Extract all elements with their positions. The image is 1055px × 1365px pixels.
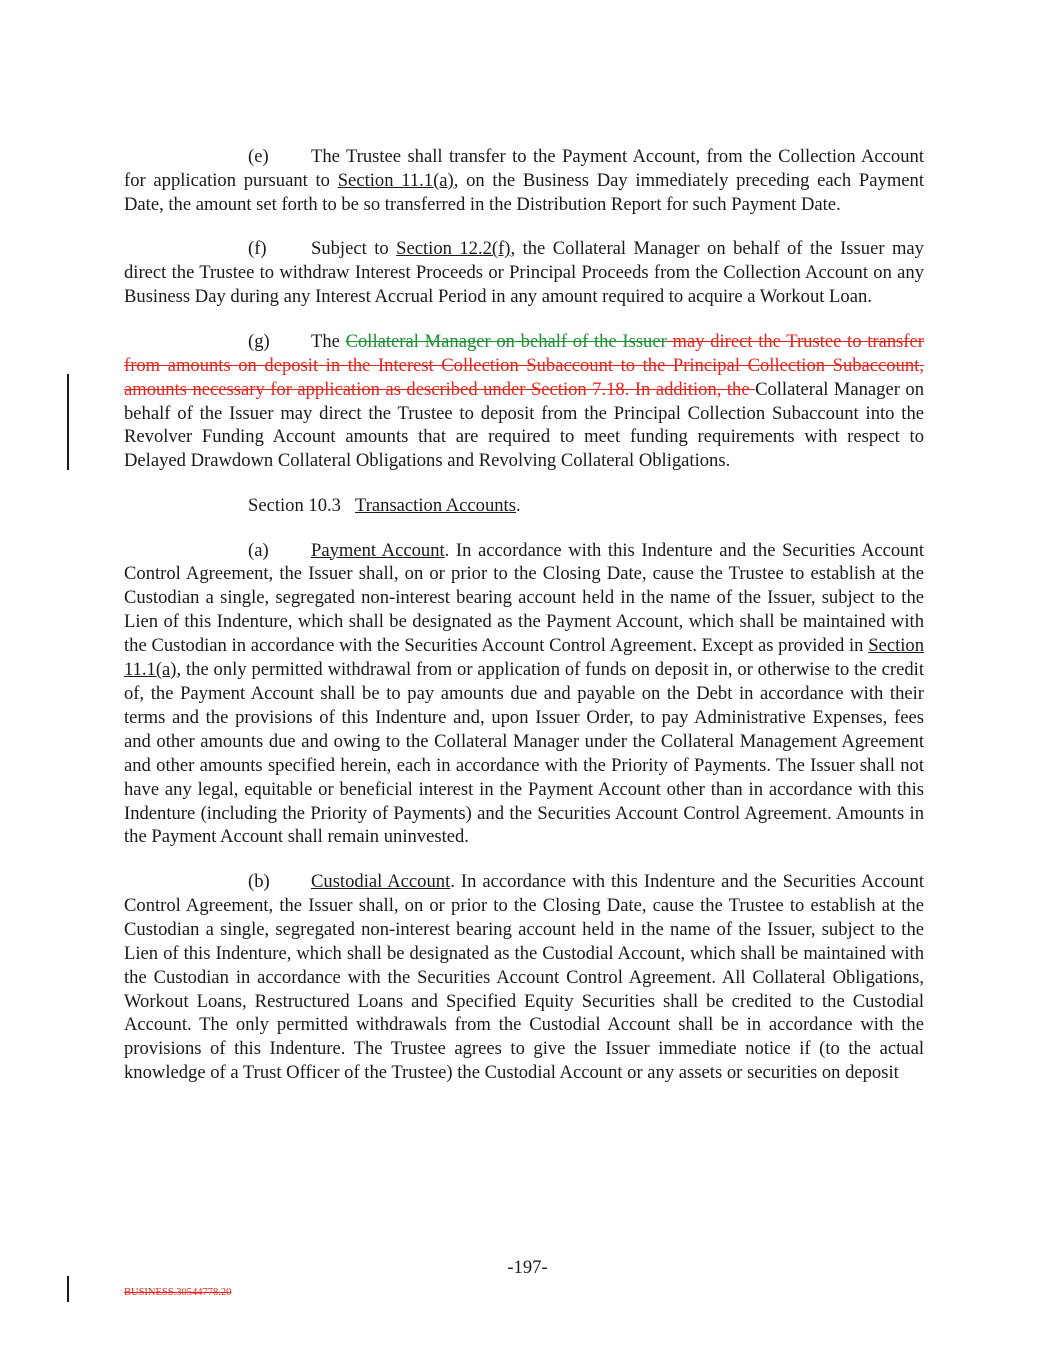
paragraph-a: (a) Payment Account. In accordance with this Indenture and the Securities Account Control Agreement, the Issuer shall, on or prior to the Closing Date, cause the Trustee to establish at the Custodian a single, segregated non-interest bearing account held in the name of the Issuer, subject to the Lien of this Indenture, which shall be designated as the Payment Account, which shall be maintained with the Custodian in accordance with the Securities Account Control Agreement. Except as provided in Section 11.1(a), the only permitted withdrawal from or application of funds on deposit in, or otherwise to the credit of, the Payment Account shall be to pay amounts due and payable on the Debt in accordance with their terms and the provisions of this Indenture and, upon Issuer Order, to pay Administrative Expenses, fees and other amounts due and owing to the Collateral Manager under the Collateral Management Agreement and other amounts specified herein, each in accordance with the Priority of Payments. The Issuer shall not have any legal, equitable or beneficial interest in the Payment Account other than in accordance with this Indenture (including the Priority of Payments) and the Securities Account Control Agreement. Amounts in the Payment Account shall remain uninvested. [124, 539, 924, 848]
page-number: -197- [507, 1257, 548, 1278]
paragraph-title: Payment Account [311, 539, 445, 561]
cross-reference: Section 11.1(a) [337, 169, 454, 191]
paragraph-label: (e) [248, 146, 269, 167]
deleted-text: may direct the Trustee to transfer from amounts on deposit in the Interest Collection Subaccount to the Principal Collection Subaccount, amounts necessary for application as described under [124, 330, 924, 400]
change-bar [67, 374, 69, 470]
paragraph-label: (b) [248, 871, 270, 892]
change-bar [67, 1276, 69, 1302]
document-body [124, 145, 924, 1106]
deleted-text: . In addition, the [624, 378, 756, 400]
paragraph-title: Custodial Account [311, 871, 451, 892]
paragraph-label: (f) [248, 238, 267, 260]
deleted-cross-reference: Section 7.18 [530, 378, 625, 400]
section-number: Section 10.3 [248, 494, 341, 516]
paragraph-f: (f) Subject to Section 12.2(f), the Collateral Manager on behalf of the Issuer may direct the Trustee to withdraw Interest Proceeds or Principal Proceeds from the Collection Account on any Business Day during any Interest Accrual Period in any amount required to acquire a Workout Loan. [124, 238, 924, 308]
section-heading: Section 10.3 Transaction Accounts. [248, 494, 521, 516]
section-title: Transaction Accounts [355, 494, 516, 516]
paragraph-b: (b) Custodial Account. In accordance with this Indenture and the Securities Account Control Agreement, the Issuer shall, on or prior to the Closing Date, cause the Trustee to establish at the Custodian a single, segregated non-interest bearing account held in the name of the Issuer, subject to the Lien of this Indenture, which shall be designated as the Custodial Account, which shall be maintained with the Custodian in accordance with the Securities Account Control Agreement. All Collateral Obligations, Workout Loans, Restructured Loans and Specified Equity Securities shall be credited to the Custodial Account. The only permitted withdrawals from the Custodial Account shall be in accordance with the provisions of this Indenture. The Trustee agrees to give the Issuer immediate notice if (to the actual knowledge of a Trust Officer of the Trustee) the Custodial Account or any assets or securities on deposit [124, 871, 924, 1084]
paragraph-e: (e) The Trustee shall transfer to the Payment Account, from the Collection Account for application pursuant to Section 11.1(a), on the Business Day immediately preceding each Payment Date, the amount set forth to be so transferred in the Distribution Report for such Payment Date. [124, 146, 924, 215]
paragraph-label: (g) [248, 330, 270, 352]
paragraph-label: (a) [248, 539, 269, 561]
cross-reference: Section 12.2(f) [396, 238, 511, 260]
moved-deleted-text: Collateral Manager on behalf of the Issuer [345, 330, 667, 352]
document-id: BUSINESS.30544778.20 [124, 1287, 232, 1298]
cross-reference: Section 11.1(a) [124, 635, 924, 681]
paragraph-g: (g) The Collateral Manager on behalf of the Issuer may direct the Trustee to transfer from amounts on deposit in the Interest Collection Subaccount to the Principal Collection Subaccount, amounts necessary for application as described under Section 7.18. In addition, the Collateral Manager on behalf of the Issuer may direct the Trustee to deposit from the Principal Collection Subaccount into the Revolver Funding Account amounts that are required to meet funding requirements with respect to Delayed Drawdown Collateral Obligations and Revolving Collateral Obligations. [124, 330, 924, 472]
